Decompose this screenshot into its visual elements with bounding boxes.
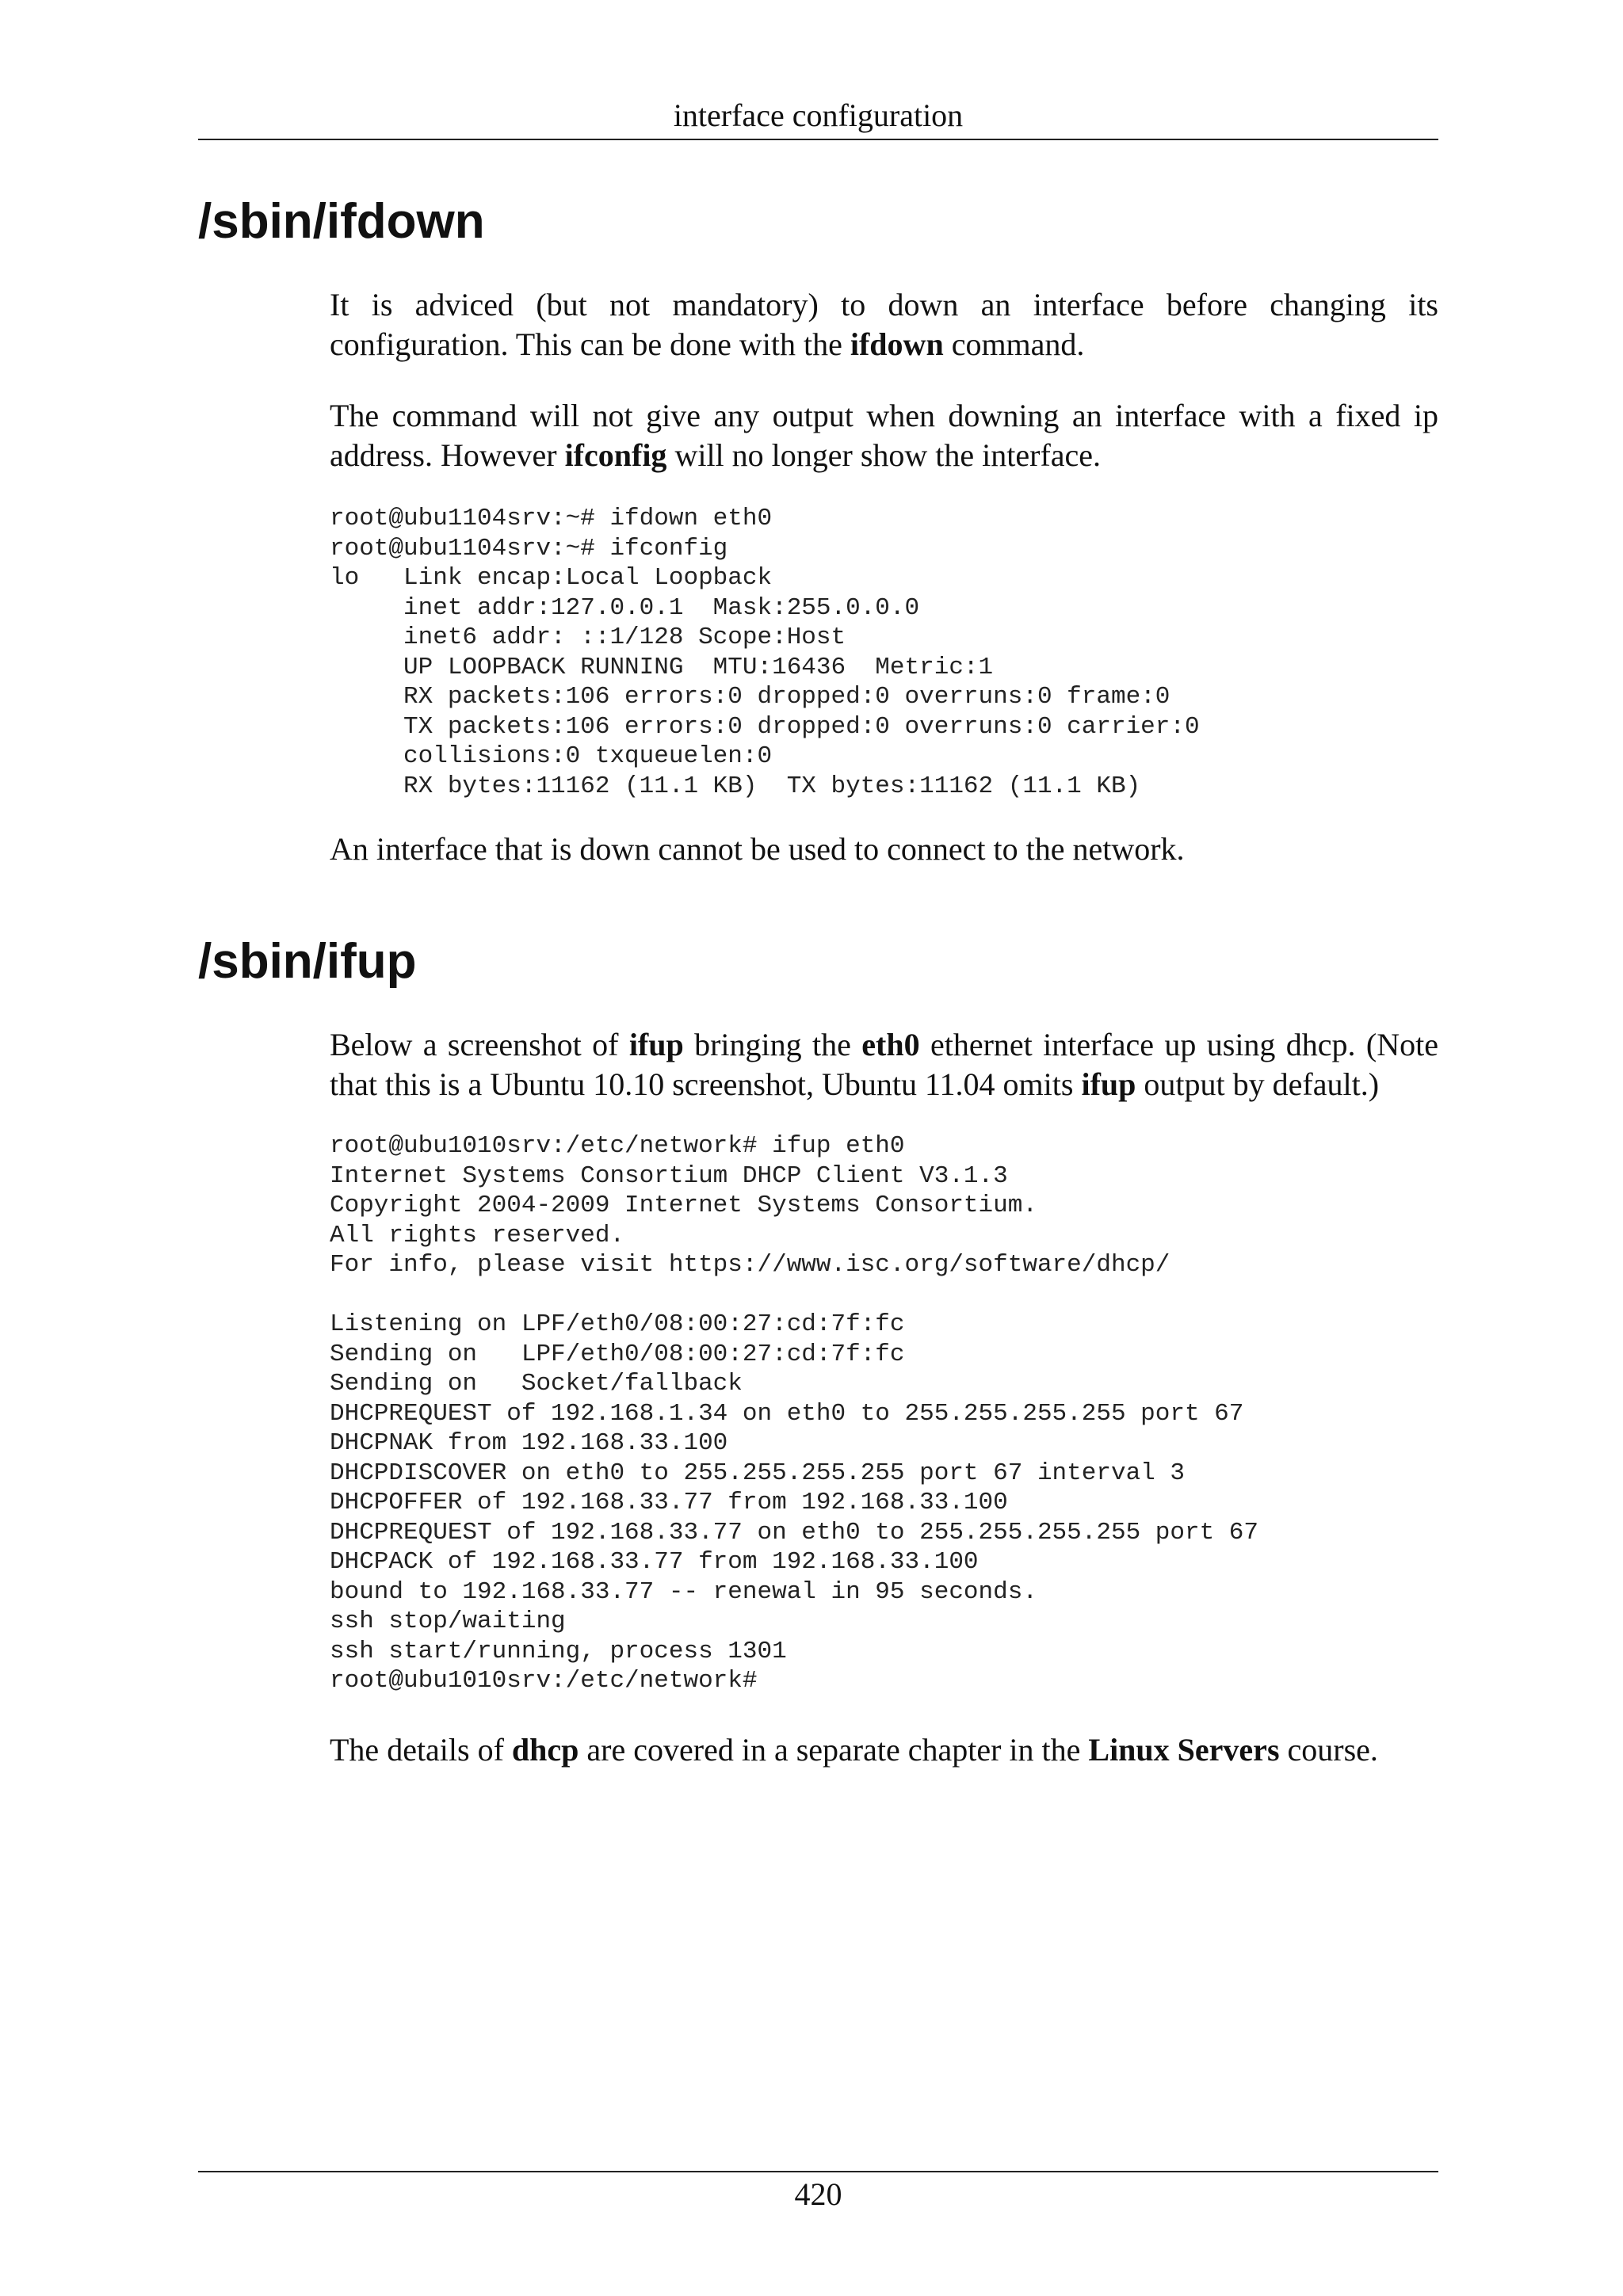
text: bringing the xyxy=(683,1027,862,1062)
code-line: UP LOOPBACK RUNNING MTU:16436 Metric:1 xyxy=(330,653,994,681)
code-line: inet addr:127.0.0.1 Mask:255.0.0.0 xyxy=(330,593,920,622)
code-line: root@ubu1010srv:/etc/network# ifup eth0 xyxy=(330,1132,905,1160)
ifdown-intro-paragraph xyxy=(330,285,1438,364)
code-line: lo Link encap:Local Loopback xyxy=(330,564,773,592)
interface-eth0: eth0 xyxy=(861,1027,920,1062)
code-line: ssh start/running, process 1301 xyxy=(330,1637,787,1665)
page-number: 420 xyxy=(794,2176,842,2212)
code-line: DHCPOFFER of 192.168.33.77 from 192.168.33.100 xyxy=(330,1489,1008,1516)
code-line: DHCPREQUEST of 192.168.1.34 on eth0 to 255.255.255.255 port 67 xyxy=(330,1399,1244,1428)
command-ifconfig: ifconfig xyxy=(564,437,667,473)
text: are covered in a separate chapter in the xyxy=(579,1732,1089,1768)
text: The command will not give any output when downing an interface with a fixed ip address. However xyxy=(330,398,1438,473)
code-line: All rights reserved. xyxy=(330,1221,625,1249)
text: will no longer show the interface. xyxy=(666,437,1102,473)
text: output by default.) xyxy=(1136,1066,1380,1102)
code-line: RX packets:106 errors:0 dropped:0 overruns:0 frame:0 xyxy=(330,683,1170,711)
code-line: DHCPNAK from 192.168.33.100 xyxy=(330,1429,728,1457)
text: command. xyxy=(943,326,1085,362)
code-line xyxy=(330,1280,1258,1310)
code-line: inet6 addr: ::1/128 Scope:Host xyxy=(330,624,846,651)
code-line: For info, please visit https://www.isc.org/software/dhcp/ xyxy=(330,1251,1170,1279)
section-title-ifdown: /sbin/ifdown xyxy=(198,194,485,249)
code-line: Listening on LPF/eth0/08:00:27:cd:7f:fc xyxy=(330,1310,905,1338)
code-line: DHCPACK of 192.168.33.77 from 192.168.33.100 xyxy=(330,1548,979,1576)
code-line: root@ubu1104srv:~# ifconfig xyxy=(330,534,728,563)
ifdown-output-paragraph xyxy=(330,396,1438,475)
code-line: Internet Systems Consortium DHCP Client V3.1.3 xyxy=(330,1161,1008,1190)
code-line: collisions:0 txqueuelen:0 xyxy=(330,742,773,770)
code-line: root@ubu1104srv:~# ifdown eth0 xyxy=(330,505,773,532)
section-title-ifup: /sbin/ifup xyxy=(198,934,417,989)
ifup-closing-paragraph xyxy=(330,1730,1438,1770)
ifdown-code-block xyxy=(330,504,1200,801)
code-line: ssh stop/waiting xyxy=(330,1608,566,1635)
code-line: bound to 192.168.33.77 -- renewal in 95 seconds. xyxy=(330,1577,1037,1606)
term-dhcp: dhcp xyxy=(511,1732,579,1768)
code-line: Sending on LPF/eth0/08:00:27:cd:7f:fc xyxy=(330,1340,905,1368)
text: It is adviced (but not mandatory) to down an interface before changing its configuration. This can be done with the xyxy=(330,287,1438,362)
ifdown-closing-paragraph: An interface that is down cannot be used to connect to the network. xyxy=(330,831,1185,867)
code-line: TX packets:106 errors:0 dropped:0 overruns:0 carrier:0 xyxy=(330,712,1200,741)
command-ifup: ifup xyxy=(628,1027,684,1062)
course-linux-servers: Linux Servers xyxy=(1088,1732,1280,1768)
ifup-code-block xyxy=(330,1131,1258,1696)
command-ifup: ifup xyxy=(1081,1066,1136,1102)
code-line: RX bytes:11162 (11.1 KB) TX bytes:11162 (11.1 KB) xyxy=(330,772,1141,800)
text: course. xyxy=(1279,1732,1378,1768)
text: The details of xyxy=(330,1732,512,1768)
ifup-intro-paragraph xyxy=(330,1025,1438,1104)
code-line: root@ubu1010srv:/etc/network# xyxy=(330,1667,758,1695)
code-line: Sending on Socket/fallback xyxy=(330,1370,743,1398)
command-ifdown: ifdown xyxy=(850,326,944,362)
code-line: DHCPDISCOVER on eth0 to 255.255.255.255 port 67 interval 3 xyxy=(330,1459,1185,1487)
code-line: DHCPREQUEST of 192.168.33.77 on eth0 to 255.255.255.255 port 67 xyxy=(330,1518,1258,1547)
header-rule xyxy=(198,139,1438,140)
running-header: interface configuration xyxy=(673,97,964,133)
text: ethernet interface up using dhcp. (Note that this is a Ubuntu 10.10 screenshot, Ubuntu 11.04 omits xyxy=(330,1027,1438,1102)
code-line: Copyright 2004-2009 Internet Systems Consortium. xyxy=(330,1192,1037,1219)
text: Below a screenshot of xyxy=(330,1027,629,1062)
